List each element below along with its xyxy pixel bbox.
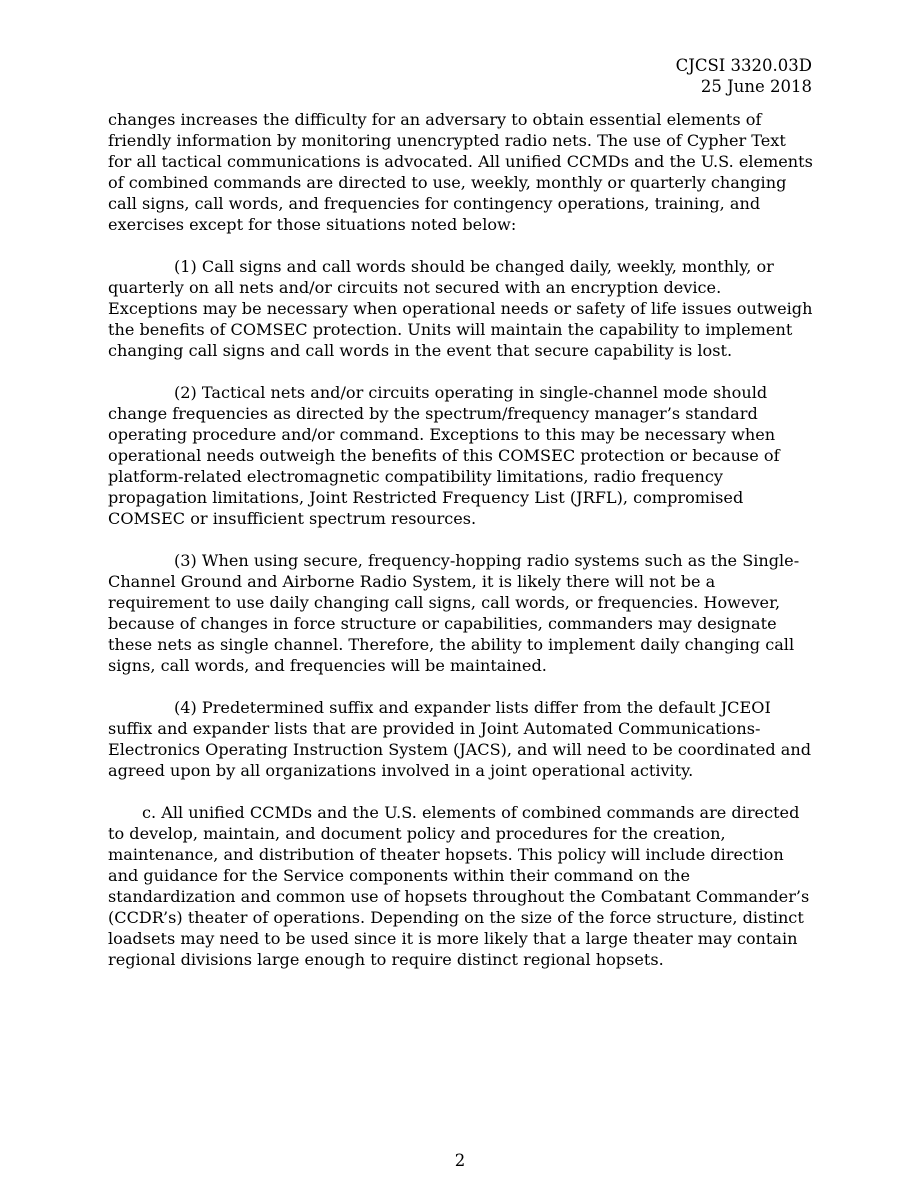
paragraph-c: c. All unified CCMDs and the U.S. elements of combined commands are directed to develop, maintain, and document policy and procedures for the creation, maintenance, and distribution of theater hopsets. This policy will include direction and guidance for the Service components within their command on the standardization and common use of hopsets throughout the Combatant Commander’s (CCDR’s) theater of operations. Depending on the size of the force structure, distinct loadsets may need to be used since it is more likely that a large theater may contain regional divisions large enough to require distinct regional hopsets. <box>108 803 810 969</box>
paragraph-item-4: (4) Predetermined suffix and expander lists differ from the default JCEOI suffix and expander lists that are provided in Joint Automated Communications-Electronics Operating Instruction System (JACS), and will need to be coordinated and agreed upon by all organizations involved in a joint operational activity. <box>108 698 812 780</box>
document-header <box>676 55 812 97</box>
paragraph-continuation: changes increases the difficulty for an adversary to obtain essential elements of friendly information by monitoring unencrypted radio nets. The use of Cypher Text for all tactical communications is advocated. All unified CCMDs and the U.S. elements of combined commands are directed to use, weekly, monthly or quarterly changing call signs, call words, and frequencies for contingency operations, training, and exercises except for those situations noted below: <box>108 110 813 234</box>
document-body <box>108 109 814 991</box>
document-date: 25 June 2018 <box>700 77 812 96</box>
document-id: CJCSI 3320.03D <box>675 56 812 75</box>
paragraph-item-1: (1) Call signs and call words should be changed daily, weekly, monthly, or quarterly on all nets and/or circuits not secured with an encryption device. Exceptions may be necessary when operational needs or safety of life issues outweigh the benefits of COMSEC protection. Units will maintain the capability to implement changing call signs and call words in the event that secure capability is lost. <box>108 257 813 360</box>
paragraph-item-2: (2) Tactical nets and/or circuits operating in single-channel mode should change frequencies as directed by the spectrum/frequency manager’s standard operating procedure and/or command. Exceptions to this may be necessary when operational needs outweigh the benefits of this COMSEC protection or because of platform-related electromagnetic compatibility limitations, radio frequency propagation limitations, Joint Restricted Frequency List (JRFL), compromised COMSEC or insufficient spectrum resources. <box>108 383 780 528</box>
page-number: 2 <box>454 1151 466 1170</box>
paragraph-item-3: (3) When using secure, frequency-hopping radio systems such as the Single-Channel Ground and Airborne Radio System, it is likely there will not be a requirement to use daily changing call signs, call words, or frequencies. However, because of changes in force structure or capabilities, commanders may designate these nets as single channel. Therefore, the ability to implement daily changing call signs, call words, and frequencies will be maintained. <box>108 551 800 675</box>
